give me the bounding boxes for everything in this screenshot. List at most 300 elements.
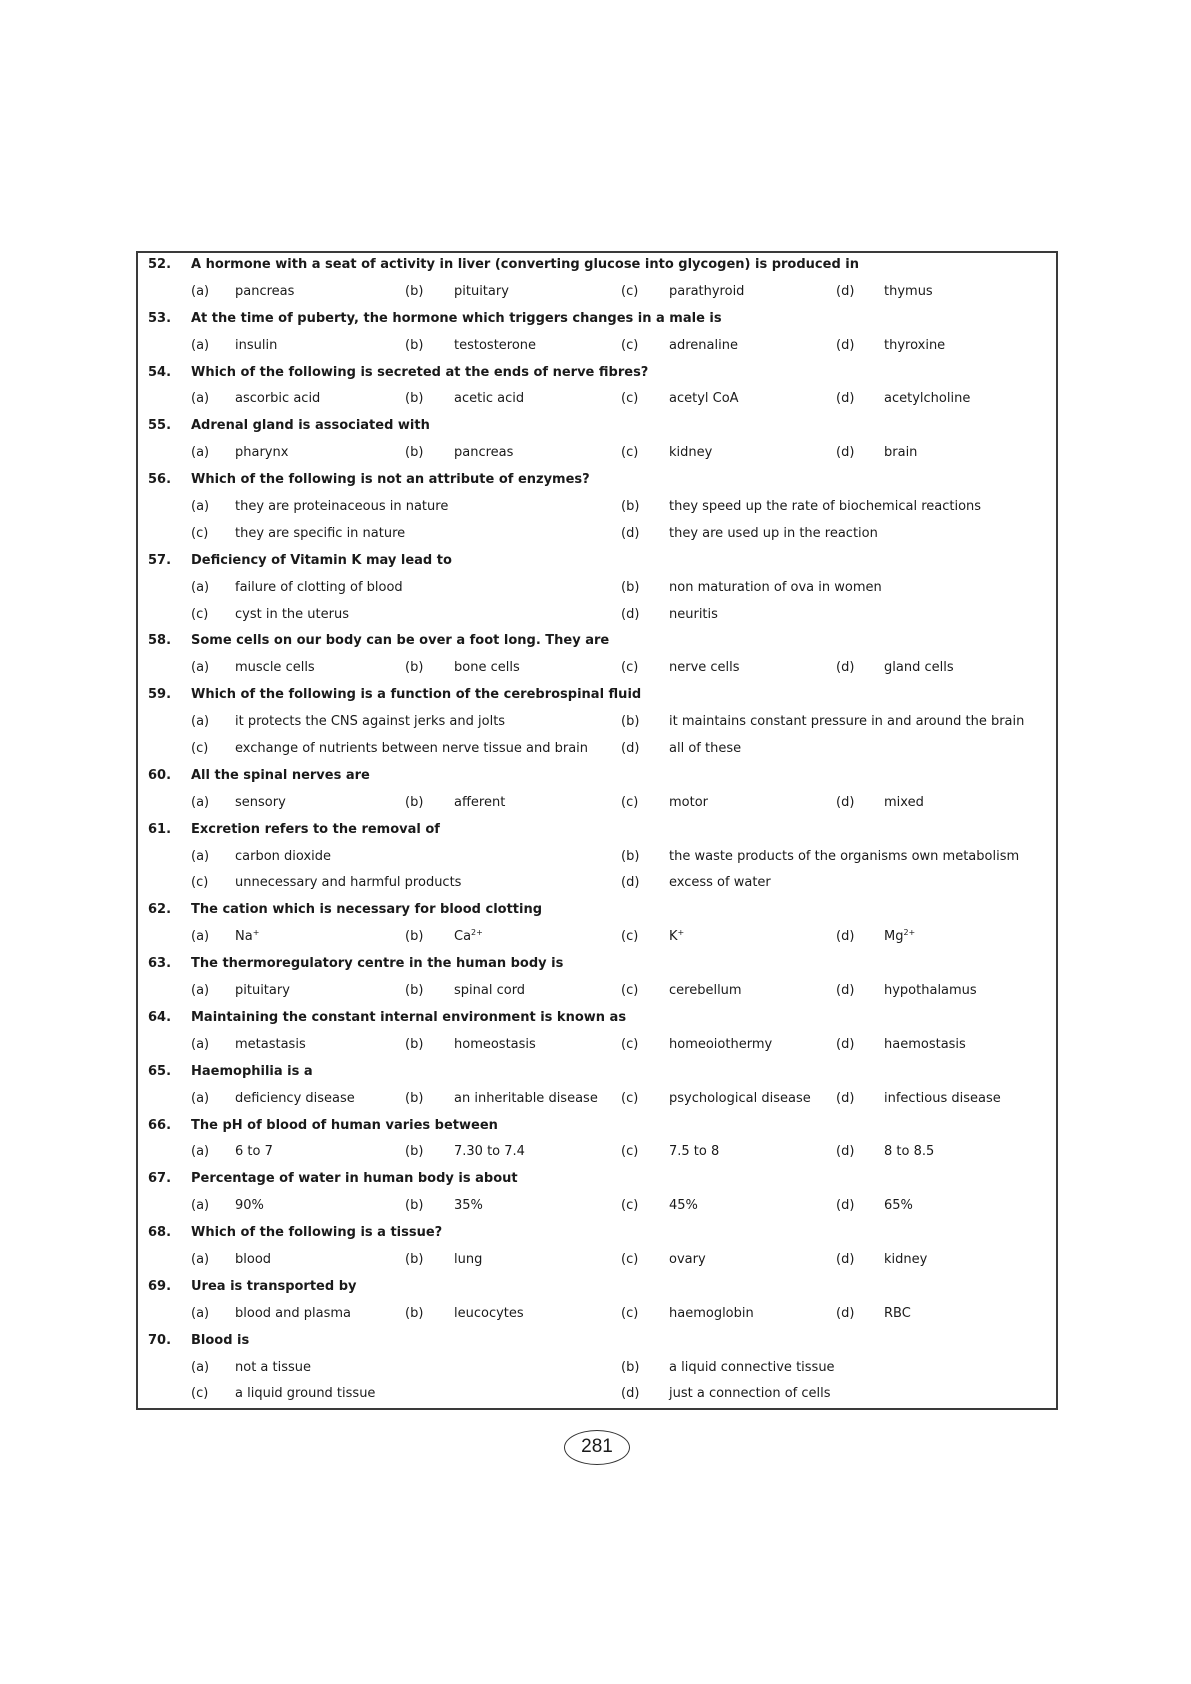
option-text — [884, 284, 933, 299]
options-row — [138, 656, 1056, 683]
option-text-value: pharynx — [235, 445, 289, 461]
option-text — [669, 741, 741, 756]
question-row — [138, 898, 1056, 925]
option-text — [669, 983, 742, 998]
option-text — [669, 660, 740, 675]
option-text-value: K — [669, 929, 678, 945]
options-row — [138, 576, 1056, 603]
question-row — [138, 629, 1056, 656]
option-text — [454, 338, 536, 353]
option-label: (d) — [836, 445, 855, 461]
option-text-value: 65% — [884, 1198, 913, 1214]
option-text — [454, 1306, 524, 1321]
option-text-value: insulin — [235, 337, 278, 353]
option-text — [235, 1252, 271, 1267]
option-text — [669, 284, 744, 299]
question-number: 62. — [148, 902, 172, 918]
option-text — [235, 391, 320, 406]
option-text-value: the waste products of the organisms own metabolism — [669, 848, 1020, 864]
option-text-value: exchange of nutrients between nerve tissue and brain — [235, 741, 589, 757]
option-label: (a) — [191, 1198, 210, 1214]
question-row — [138, 683, 1056, 710]
question-row — [138, 1060, 1056, 1087]
option-label: (d) — [836, 794, 855, 810]
question-number: 64. — [148, 1009, 172, 1025]
question-row — [138, 1329, 1056, 1356]
question-number: 65. — [148, 1063, 172, 1079]
option-text-value: homeostasis — [454, 1036, 536, 1052]
question-number: 57. — [148, 552, 172, 568]
option-text-value: they are used up in the reaction — [669, 525, 878, 541]
option-text-value: 7.5 to 8 — [669, 1144, 720, 1160]
page-number: 281 — [564, 1430, 630, 1465]
option-label: (b) — [405, 337, 424, 353]
option-label: (c) — [191, 1386, 209, 1402]
option-text — [235, 741, 588, 756]
option-text — [884, 1198, 913, 1213]
question-row — [138, 952, 1056, 979]
option-text — [669, 1144, 719, 1159]
question-row — [138, 818, 1056, 845]
option-text-value: pituitary — [235, 983, 290, 999]
option-text — [235, 338, 277, 353]
option-text-value: pancreas — [235, 283, 295, 299]
option-text — [884, 660, 954, 675]
option-text-value: 7.30 to 7.4 — [454, 1144, 525, 1160]
options-row — [138, 334, 1056, 361]
option-label: (d) — [836, 1251, 855, 1267]
options-row — [138, 1302, 1056, 1329]
option-text — [235, 983, 290, 998]
option-text-value: Na — [235, 929, 253, 945]
option-text-value: blood — [235, 1251, 272, 1267]
option-label: (b) — [621, 714, 640, 730]
option-label: (b) — [405, 391, 424, 407]
option-label: (a) — [191, 499, 210, 515]
question-row — [138, 1114, 1056, 1141]
option-text — [669, 1360, 835, 1375]
option-text-value: hypothalamus — [884, 983, 977, 999]
option-text — [884, 1306, 911, 1321]
question-number: 53. — [148, 310, 172, 326]
option-text — [884, 983, 977, 998]
option-text-value: deficiency disease — [235, 1090, 355, 1106]
option-label: (c) — [621, 983, 639, 999]
option-text — [235, 1198, 264, 1213]
options-row — [138, 1087, 1056, 1114]
option-text — [669, 1306, 754, 1321]
option-label: (c) — [621, 794, 639, 810]
option-text — [235, 1386, 375, 1401]
option-label: (d) — [621, 606, 640, 622]
question-text: The thermoregulatory centre in the human body is — [191, 956, 564, 972]
question-text: Which of the following is a tissue? — [191, 1225, 443, 1241]
question-row — [138, 253, 1056, 280]
option-label: (d) — [836, 337, 855, 353]
option-label: (a) — [191, 1090, 210, 1106]
option-label: (c) — [191, 525, 209, 541]
option-text — [884, 1144, 934, 1159]
question-list — [138, 253, 1056, 1409]
option-label: (c) — [621, 1251, 639, 1267]
option-text — [884, 795, 924, 810]
option-text-value: mixed — [884, 794, 924, 810]
option-text — [454, 1252, 482, 1267]
option-text-value: neuritis — [669, 606, 718, 622]
option-label: (b) — [405, 445, 424, 461]
option-text — [669, 714, 1024, 729]
option-label: (a) — [191, 391, 210, 407]
option-text-value: acetyl CoA — [669, 391, 739, 407]
option-text — [235, 445, 288, 460]
option-text-value: failure of clotting of blood — [235, 579, 403, 595]
option-text-value: non maturation of ova in women — [669, 579, 882, 595]
option-label: (b) — [621, 579, 640, 595]
option-label: (a) — [191, 283, 210, 299]
option-label: (d) — [836, 929, 855, 945]
option-label: (b) — [405, 1198, 424, 1214]
options-row — [138, 791, 1056, 818]
question-text: The pH of blood of human varies between — [191, 1117, 498, 1133]
option-text-value: Ca — [454, 929, 472, 945]
question-row — [138, 1275, 1056, 1302]
option-text-value: acetic acid — [454, 391, 525, 407]
option-label: (a) — [191, 579, 210, 595]
option-label: (a) — [191, 1036, 210, 1052]
option-text — [454, 1198, 483, 1213]
option-text-value: RBC — [884, 1305, 911, 1321]
question-text: Which of the following is not an attribute of enzymes? — [191, 472, 590, 488]
question-row — [138, 549, 1056, 576]
option-label: (b) — [405, 1305, 424, 1321]
options-row — [138, 710, 1056, 737]
option-text-value: pituitary — [454, 283, 509, 299]
option-text-value: they speed up the rate of biochemical reactions — [669, 499, 982, 515]
option-text — [669, 580, 882, 595]
options-row — [138, 1033, 1056, 1060]
option-text-value: blood and plasma — [235, 1305, 351, 1321]
options-row — [138, 387, 1056, 414]
option-label: (d) — [621, 741, 640, 757]
question-number: 66. — [148, 1117, 172, 1133]
option-text — [884, 1037, 966, 1052]
option-text-value: thymus — [884, 283, 933, 299]
options-row — [138, 979, 1056, 1006]
option-label: (d) — [836, 1198, 855, 1214]
option-label: (b) — [621, 848, 640, 864]
option-label: (d) — [836, 660, 855, 676]
option-text-value: kidney — [884, 1251, 928, 1267]
options-row — [138, 845, 1056, 872]
option-text — [235, 1037, 306, 1052]
question-row — [138, 1006, 1056, 1033]
question-text: All the spinal nerves are — [191, 767, 370, 783]
question-text: Some cells on our body can be over a foot long. They are — [191, 633, 610, 649]
options-row — [138, 925, 1056, 952]
option-text — [235, 849, 331, 864]
option-label: (b) — [405, 794, 424, 810]
option-text — [669, 875, 771, 890]
question-row — [138, 414, 1056, 441]
option-text — [454, 1037, 536, 1052]
options-row — [138, 1356, 1056, 1383]
question-number: 67. — [148, 1171, 172, 1187]
option-text — [884, 338, 945, 353]
option-label: (c) — [621, 1305, 639, 1321]
option-text-value: acetylcholine — [884, 391, 971, 407]
option-label: (a) — [191, 1144, 210, 1160]
option-text — [669, 1198, 698, 1213]
question-text: Adrenal gland is associated with — [191, 418, 430, 434]
option-text — [669, 526, 878, 541]
option-text — [235, 795, 286, 810]
question-number: 54. — [148, 364, 172, 380]
option-label: (d) — [836, 1090, 855, 1106]
option-label: (a) — [191, 929, 210, 945]
option-text-value: they are proteinaceous in nature — [235, 499, 449, 515]
question-text: Blood is — [191, 1332, 250, 1348]
option-text-value: 45% — [669, 1198, 698, 1214]
option-text — [235, 660, 315, 675]
question-number: 60. — [148, 767, 172, 783]
option-text — [235, 714, 505, 729]
option-text — [454, 445, 513, 460]
option-label: (a) — [191, 714, 210, 730]
option-text — [454, 391, 524, 406]
options-row — [138, 1140, 1056, 1167]
question-number: 61. — [148, 821, 172, 837]
option-label: (d) — [836, 1036, 855, 1052]
option-label: (a) — [191, 660, 210, 676]
option-label: (b) — [405, 1251, 424, 1267]
option-text — [454, 1091, 598, 1106]
question-row — [138, 1167, 1056, 1194]
option-text-value: all of these — [669, 741, 742, 757]
option-text — [454, 284, 509, 299]
option-label: (c) — [621, 1090, 639, 1106]
question-number: 69. — [148, 1278, 172, 1294]
questions-box — [136, 251, 1058, 1410]
question-number: 63. — [148, 956, 172, 972]
question-text: Which of the following is secreted at the ends of nerve fibres? — [191, 364, 649, 380]
option-text-value: Mg — [884, 929, 904, 945]
option-label: (b) — [405, 283, 424, 299]
option-label: (b) — [405, 660, 424, 676]
option-text-value: nerve cells — [669, 660, 740, 676]
option-text — [454, 929, 483, 944]
option-label: (a) — [191, 1251, 210, 1267]
option-text — [669, 499, 981, 514]
question-number: 52. — [148, 257, 172, 272]
option-text-value: leucocytes — [454, 1305, 524, 1321]
question-text: Which of the following is a function of the cerebrospinal fluid — [191, 687, 642, 703]
option-text-value: parathyroid — [669, 283, 745, 299]
option-text-value: haemoglobin — [669, 1305, 754, 1321]
option-text — [884, 929, 915, 944]
option-text-value: infectious disease — [884, 1090, 1001, 1106]
option-label: (a) — [191, 1305, 210, 1321]
question-number: 55. — [148, 418, 172, 434]
option-superscript: 2+ — [903, 928, 916, 938]
option-text — [235, 1306, 351, 1321]
option-superscript: + — [677, 928, 685, 938]
option-text-value: 8 to 8.5 — [884, 1144, 935, 1160]
option-text-value: spinal cord — [454, 983, 526, 999]
option-label: (c) — [191, 875, 209, 891]
option-text-value: muscle cells — [235, 660, 315, 676]
option-superscript: + — [252, 928, 260, 938]
option-text-value: an inheritable disease — [454, 1090, 598, 1106]
options-row — [138, 871, 1056, 898]
option-text — [235, 929, 259, 944]
option-text — [669, 1037, 772, 1052]
option-label: (b) — [405, 929, 424, 945]
question-text: Excretion refers to the removal of — [191, 821, 440, 837]
option-label: (d) — [836, 1305, 855, 1321]
option-text-value: ovary — [669, 1251, 706, 1267]
question-row — [138, 764, 1056, 791]
option-text-value: unnecessary and harmful products — [235, 875, 462, 891]
option-text — [235, 875, 461, 890]
option-text-value: cerebellum — [669, 983, 742, 999]
option-text-value: it protects the CNS against jerks and jolts — [235, 714, 506, 730]
option-label: (d) — [836, 983, 855, 999]
option-text — [235, 526, 405, 541]
options-row — [138, 737, 1056, 764]
option-text-value: sensory — [235, 794, 286, 810]
option-label: (d) — [621, 525, 640, 541]
option-text-value: they are specific in nature — [235, 525, 406, 541]
option-text — [235, 284, 294, 299]
options-row — [138, 603, 1056, 630]
option-text-value: metastasis — [235, 1036, 306, 1052]
option-text — [669, 1386, 831, 1401]
option-text-value: a liquid connective tissue — [669, 1359, 835, 1375]
options-row — [138, 280, 1056, 307]
question-text: Maintaining the constant internal environment is known as — [191, 1009, 627, 1025]
option-text-value: brain — [884, 445, 918, 461]
option-text — [235, 607, 349, 622]
option-text-value: lung — [454, 1251, 483, 1267]
option-text — [454, 1144, 525, 1159]
option-label: (d) — [621, 1386, 640, 1402]
option-label: (b) — [621, 499, 640, 515]
option-label: (b) — [405, 1090, 424, 1106]
option-text — [669, 1252, 706, 1267]
option-label: (d) — [836, 391, 855, 407]
option-text-value: 35% — [454, 1198, 483, 1214]
option-text-value: 90% — [235, 1198, 264, 1214]
option-text-value: 6 to 7 — [235, 1144, 273, 1160]
question-row — [138, 1221, 1056, 1248]
option-text-value: just a connection of cells — [669, 1386, 831, 1402]
option-text-value: haemostasis — [884, 1036, 966, 1052]
option-text-value: excess of water — [669, 875, 771, 891]
question-text: Urea is transported by — [191, 1278, 357, 1294]
option-text — [884, 1091, 1001, 1106]
option-text — [669, 607, 718, 622]
option-text — [669, 929, 684, 944]
option-label: (a) — [191, 848, 210, 864]
question-number: 68. — [148, 1225, 172, 1241]
option-text-value: it maintains constant pressure in and around the brain — [669, 714, 1025, 730]
option-text — [884, 445, 917, 460]
option-label: (c) — [621, 1036, 639, 1052]
option-text-value: cyst in the uterus — [235, 606, 349, 622]
option-text — [235, 580, 403, 595]
option-text-value: carbon dioxide — [235, 848, 332, 864]
option-text-value: motor — [669, 794, 709, 810]
question-number: 56. — [148, 472, 172, 488]
option-text-value: testosterone — [454, 337, 537, 353]
option-label: (a) — [191, 794, 210, 810]
option-text-value: kidney — [669, 445, 713, 461]
option-label: (a) — [191, 1359, 210, 1375]
question-text: At the time of puberty, the hormone which triggers changes in a male is — [191, 310, 722, 326]
option-text — [235, 499, 448, 514]
options-row — [138, 522, 1056, 549]
option-label: (d) — [836, 1144, 855, 1160]
option-label: (d) — [621, 875, 640, 891]
question-row — [138, 468, 1056, 495]
question-text: A hormone with a seat of activity in liver (converting glucose into glycogen) is produced in — [191, 257, 859, 272]
option-label: (c) — [621, 445, 639, 461]
question-row — [138, 307, 1056, 334]
option-text — [454, 795, 505, 810]
option-text-value: gland cells — [884, 660, 954, 676]
option-label: (c) — [621, 1144, 639, 1160]
option-label: (c) — [621, 391, 639, 407]
option-text-value: pancreas — [454, 445, 514, 461]
option-label: (c) — [621, 337, 639, 353]
option-text-value: adrenaline — [669, 337, 738, 353]
options-row — [138, 495, 1056, 522]
option-label: (b) — [621, 1359, 640, 1375]
option-text — [235, 1144, 273, 1159]
option-label: (b) — [405, 1144, 424, 1160]
option-text-value: afferent — [454, 794, 506, 810]
option-text-value: a liquid ground tissue — [235, 1386, 376, 1402]
option-text-value: bone cells — [454, 660, 520, 676]
option-text-value: psychological disease — [669, 1090, 811, 1106]
option-text — [454, 660, 520, 675]
options-row — [138, 1248, 1056, 1275]
option-label: (a) — [191, 445, 210, 461]
question-number: 70. — [148, 1332, 172, 1348]
option-text — [669, 849, 1019, 864]
option-text — [669, 1091, 811, 1106]
option-label: (c) — [191, 606, 209, 622]
options-row — [138, 441, 1056, 468]
option-superscript: 2+ — [471, 928, 483, 938]
question-text: Percentage of water in human body is about — [191, 1171, 518, 1187]
option-text — [235, 1360, 311, 1375]
option-label: (b) — [405, 983, 424, 999]
option-label: (b) — [405, 1036, 424, 1052]
options-row — [138, 1194, 1056, 1221]
option-label: (c) — [621, 660, 639, 676]
option-text — [669, 795, 708, 810]
option-text — [454, 983, 525, 998]
option-label: (a) — [191, 337, 210, 353]
option-label: (c) — [621, 283, 639, 299]
option-text-value: ascorbic acid — [235, 391, 321, 407]
option-label: (c) — [621, 1198, 639, 1214]
option-text-value: thyroxine — [884, 337, 946, 353]
option-text — [884, 1252, 927, 1267]
question-text: The cation which is necessary for blood clotting — [191, 902, 543, 918]
options-row — [138, 1382, 1056, 1409]
